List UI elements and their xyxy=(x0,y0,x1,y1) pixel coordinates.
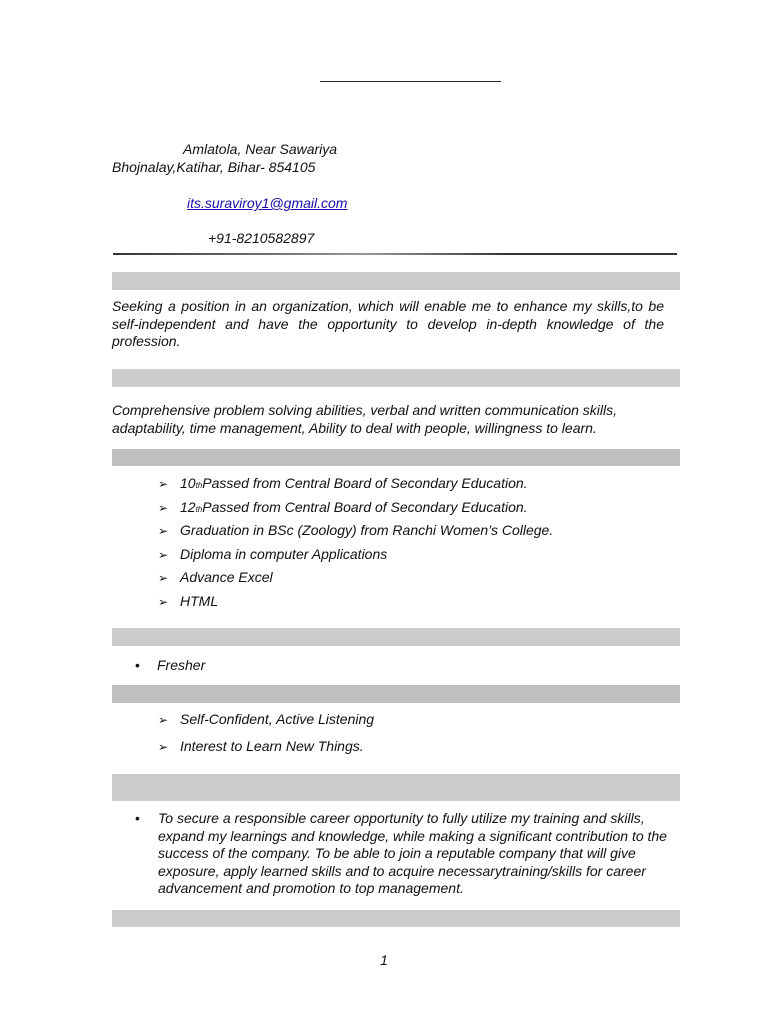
dot-bullet-icon: • xyxy=(135,657,140,673)
education-list xyxy=(158,475,678,616)
strength-item-text: Interest to Learn New Things. xyxy=(180,738,364,754)
education-item-text: HTML xyxy=(180,592,219,609)
list-item xyxy=(158,569,678,593)
phone-number: +91-8210582897 xyxy=(208,230,315,246)
section-bar-experience xyxy=(112,628,680,646)
header-divider xyxy=(113,253,677,255)
list-item xyxy=(158,522,678,546)
email-link[interactable]: its.suraviroy1@gmail.com xyxy=(187,195,348,211)
list-item: ➢ 12 th Passed from Central Board of Secondary Education. xyxy=(158,499,678,523)
education-item-text: Graduation in BSc (Zoology) from Ranchi Women’s College. xyxy=(180,522,554,538)
education-item-text: Diploma in computer Applications xyxy=(180,545,388,562)
list-item xyxy=(158,546,678,570)
skills-text: Comprehensive problem solving abilities, verbal and written communication skills, adaptability, time management, Ability to deal with people, willingness to learn. xyxy=(112,402,617,436)
section-bar-education xyxy=(112,449,680,466)
arrow-bullet-icon: ➢ xyxy=(158,500,169,515)
list-item xyxy=(158,738,364,757)
section-bar-skills xyxy=(112,369,680,387)
arrow-bullet-icon: ➢ xyxy=(158,571,169,585)
arrow-bullet-icon: ➢ xyxy=(158,477,169,491)
list-item xyxy=(158,711,374,730)
page-number: 1 xyxy=(380,952,388,968)
education-item-text: Advance Excel xyxy=(180,569,273,585)
address-line-2: Bhojnalay,Katihar, Bihar- 854105 xyxy=(112,159,316,175)
arrow-bullet-icon: ➢ xyxy=(158,547,169,562)
list-item xyxy=(135,657,205,675)
education-item-number: 10 xyxy=(180,475,196,491)
section-bar-objective xyxy=(112,272,680,290)
arrow-bullet-icon: ➢ xyxy=(158,524,169,538)
arrow-bullet-icon: ➢ xyxy=(158,594,169,609)
arrow-bullet-icon: ➢ xyxy=(158,713,169,727)
experience-item-text: Fresher xyxy=(157,657,206,673)
education-item-text: Passed from Central Board of Secondary Education. xyxy=(202,498,528,515)
goal-text: To secure a responsible career opportunity to fully utilize my training and skills, expand my learnings and knowledge, while making a significant contribution to the success of the company. To be able to join a reputable company that will give exposure, apply learned skills and to acquire necessarytraining/skills for career advancement and promotion to top management. xyxy=(158,810,667,896)
education-item-text: Passed from Central Board of Secondary Education. xyxy=(202,475,528,491)
arrow-bullet-icon: ➢ xyxy=(158,740,169,754)
section-bar-goal xyxy=(112,774,680,801)
objective-text: Seeking a position in an organization, which will enable me to enhance my skills,to be self-independent and have the opportunity to develop in-depth knowledge of the profession. xyxy=(112,298,664,349)
section-bar-bottom xyxy=(112,910,680,927)
list-item xyxy=(158,593,678,617)
list-item: ➢ 10 th Passed from Central Board of Secondary Education. xyxy=(158,475,678,499)
address-line-1: Amlatola, Near Sawariya xyxy=(183,141,338,157)
dot-bullet-icon: • xyxy=(135,810,140,826)
section-bar-strengths xyxy=(112,685,680,703)
title-underline xyxy=(320,81,501,82)
strength-item-text: Self-Confident, Active Listening xyxy=(180,711,375,727)
education-item-number: 12 xyxy=(180,498,196,515)
